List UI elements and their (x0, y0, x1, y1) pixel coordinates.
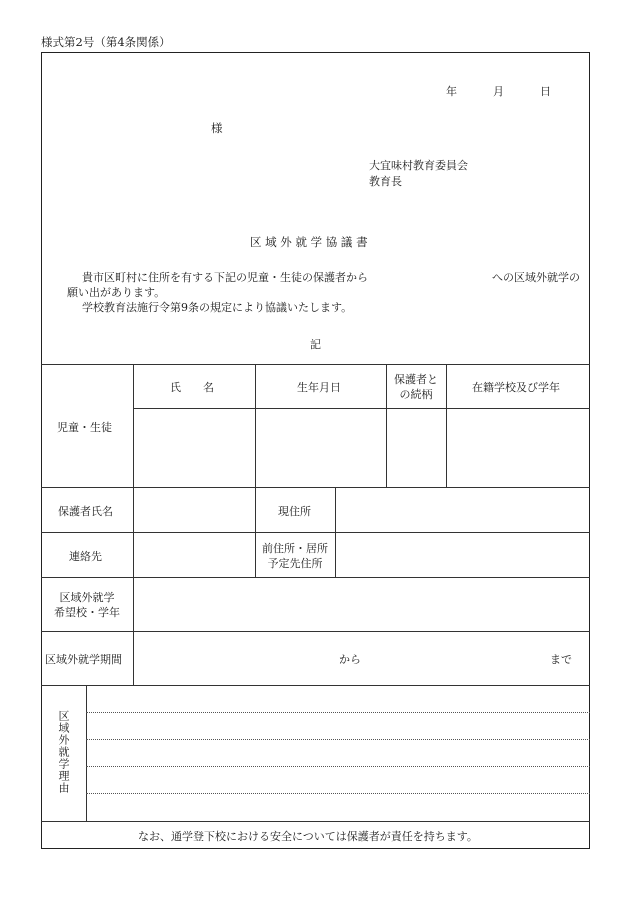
table-top-rule (41, 364, 590, 365)
student-label: 児童・生徒 (57, 421, 112, 434)
date-year: 年 (446, 85, 457, 98)
reason-bottom-rule (41, 821, 590, 822)
period-label: 区域外就学期間 (45, 653, 122, 666)
issuer-title: 教育長 (369, 175, 402, 188)
ki-label: 記 (310, 338, 321, 351)
period-bottom-rule (41, 685, 590, 686)
relation-column-rule (446, 364, 447, 487)
footer-note: なお、通学登下校における安全については保護者が責任を持ちます。 (138, 830, 478, 843)
period-from: から (339, 653, 361, 666)
form-label: 様式第2号（第4条関係） (41, 35, 171, 49)
header-rule (133, 408, 590, 409)
period-to: まで (550, 653, 572, 666)
document-title: 区 域 外 就 学 協 議 書 (250, 235, 368, 249)
date-day: 日 (540, 85, 551, 98)
body-line-2: 願い出があります。 (67, 286, 166, 299)
col-dob-header: 生年月日 (297, 381, 341, 394)
guardian-bottom-rule (41, 532, 590, 533)
col-name-header: 氏 名 (170, 381, 214, 394)
body-line-1a: 貴市区町村に住所を有する下記の児童・生徒の保護者から (82, 271, 368, 284)
reason-line-1 (86, 712, 590, 713)
address-column-rule (335, 487, 336, 577)
date-month: 月 (493, 85, 504, 98)
contact-label: 連絡先 (69, 550, 102, 563)
issuer-org: 大宜味村教育委員会 (369, 159, 468, 172)
col-school-header: 在籍学校及び学年 (472, 381, 560, 394)
prev-address-label-2: 予定先住所 (267, 557, 323, 570)
form-frame (41, 52, 590, 849)
body-line-1b: への区域外就学の (492, 271, 580, 284)
label-column-rule (133, 364, 134, 685)
col-relation-header-1: 保護者と (394, 373, 438, 386)
reason-line-2 (86, 739, 590, 740)
reason-line-3 (86, 766, 590, 767)
addressee-suffix: 様 (211, 121, 223, 135)
prev-address-label-1: 前住所・居所 (262, 542, 328, 555)
reason-line-4 (86, 793, 590, 794)
reason-label: 区域外就学理由 (57, 710, 70, 794)
student-bottom-rule (41, 487, 590, 488)
contact-bottom-rule (41, 577, 590, 578)
guardian-name-label: 保護者氏名 (58, 505, 113, 518)
body-line-3: 学校教育法施行令第9条の規定により協議いたします。 (82, 301, 353, 314)
reason-label-rule (86, 685, 87, 821)
desired-bottom-rule (41, 631, 590, 632)
current-address-label: 現住所 (278, 505, 311, 518)
desired-school-label-1: 区域外就学 (59, 591, 115, 604)
col-relation-header-2: の続柄 (399, 388, 433, 401)
desired-school-label-2: 希望校・学年 (54, 606, 120, 619)
